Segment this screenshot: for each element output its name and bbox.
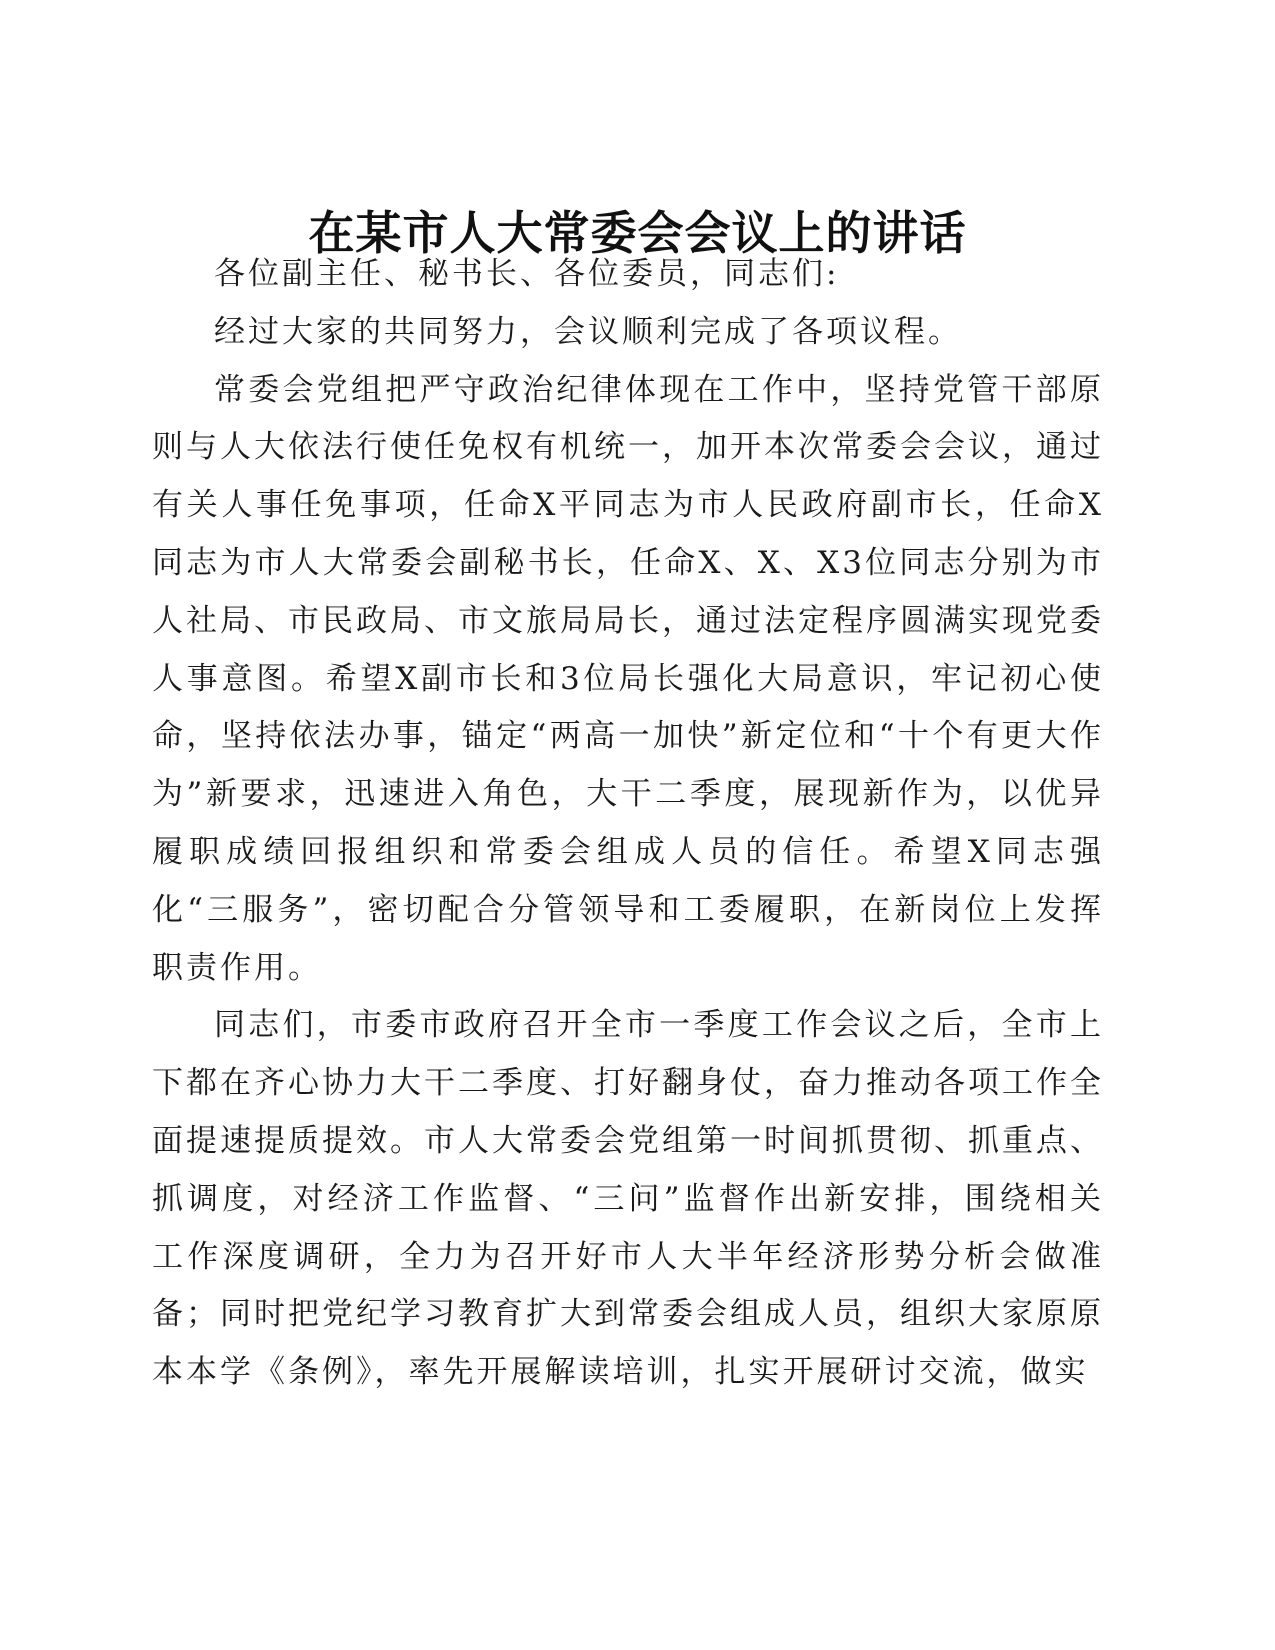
salutation-paragraph: 各位副主任、秘书长、各位委员，同志们: [214,256,840,292]
opening-paragraph: 经过大家的共同努力，会议顺利完成了各项议程。 [214,313,962,350]
appointments-paragraph: 常委会党组把严守政治纪律体现在工作中，坚持党管干部原则与人大依法行使任免权有机统一，加开本次常委会会议，通过有关人事任免事项，任命X平同志为市人民政府副市长，任命X同志为市人大常委会副秘书长，任命X、X、X3位同志分别为市人社局、市民政局、市文旅局局长，通过法定程序圆满实现党委人事意图。希望X副市长和3位局长强化大局意识，牢记初心使命，坚持依法办事，锚定“两高一加快”新定位和“十个有更大作为”新要求，迅速进入角色，大干二季度，展现新作为，以优异履职成绩回报组织和常委会组成人员的信任。希望X同志强化“三服务”，密切配合分管领导和工委履职，在新岗位上发挥职责作用。 [152,371,1104,986]
work-arrangement-paragraph: 同志们，市委市政府召开全市一季度工作会议之后，全市上下都在齐心协力大干二季度、打好翻身仗，奋力推动各项工作全面提速提质提效。市人大常委会党组第一时间抓贯彻、抓重点、抓调度，对经济工作监督、“三问”监督作出新安排，围绕相关工作深度调研，全力为召开好市人大半年经济形势分析会做准备；同时把党纪学习教育扩大到常委会组成人员，组织大家原原本本学《条例》，率先开展解读培训，扎实开展研讨交流，做实 [152,1007,1104,1391]
document-title: 在某市人大常委会会议上的讲话 [308,205,967,260]
document-body [152,246,1104,1402]
